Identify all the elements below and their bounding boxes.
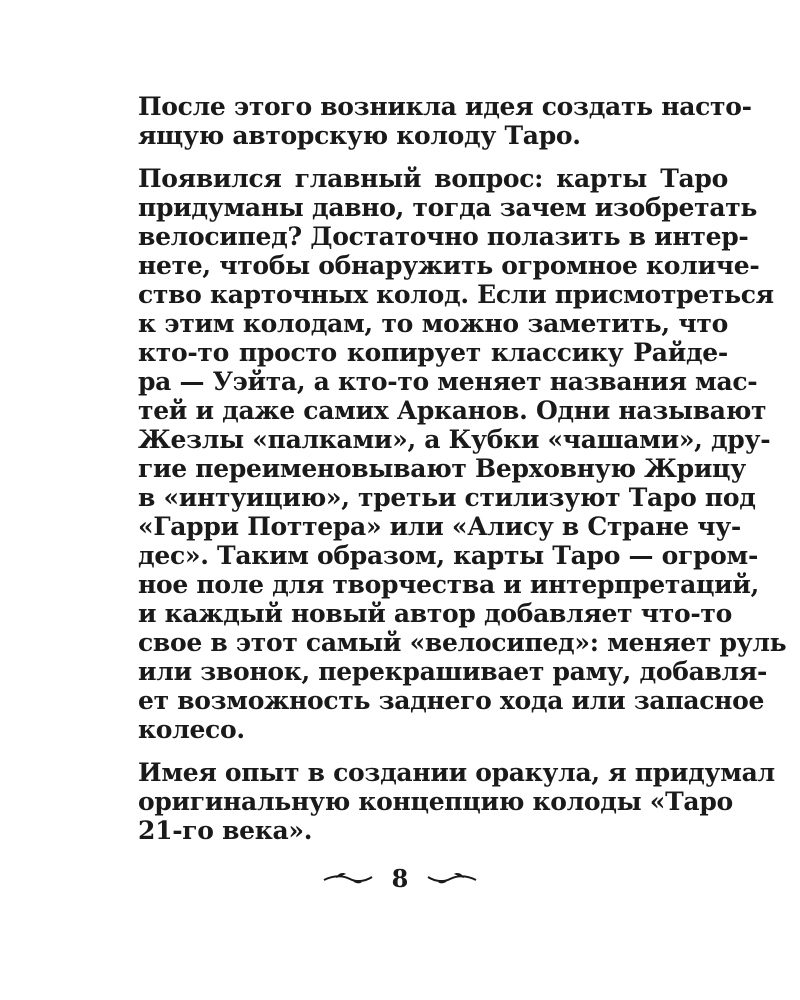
text-line: велосипед? Достаточно полазить в интер- — [138, 222, 749, 251]
text-line: к этим колодам, то можно заметить, что — [138, 309, 728, 338]
text-line: ство карточных колод. Если присмотреться — [138, 280, 774, 309]
text-line: «Гарри Поттера» или «Алису в Стране чу- — [138, 512, 741, 541]
text-line: оригинальную концепцию колоды «Таро — [138, 787, 733, 816]
page-footer — [0, 860, 800, 896]
leaf-ornament-icon — [426, 871, 478, 885]
text-line: колесо. — [138, 715, 245, 744]
text-line: и каждый новый автор добавляет что-то — [138, 599, 732, 628]
text-line: 21-го века». — [138, 816, 313, 845]
text-line: ное поле для творчества и интерпретаций, — [138, 570, 760, 599]
leaf-ornament-icon — [322, 871, 374, 885]
text-line: ящую авторскую колоду Таро. — [138, 121, 581, 150]
text-line: Появился главный вопрос: карты Таро — [138, 164, 728, 193]
paragraph-1 — [138, 92, 752, 150]
text-line: дес». Таким образом, карты Таро — огром- — [138, 541, 759, 570]
paragraph-2 — [138, 164, 787, 744]
text-line: придуманы давно, тогда зачем изобретать — [138, 193, 758, 222]
page-body-text — [138, 92, 787, 859]
text-line: или звонок, перекрашивает раму, добавля- — [138, 657, 768, 686]
text-line: Имея опыт в создании оракула, я придумал — [138, 758, 775, 787]
text-line: свое в этот самый «велосипед»: меняет руль — [138, 628, 787, 657]
text-line: ет возможность заднего хода или запасное — [138, 686, 765, 715]
text-line: нете, чтобы обнаружить огромное количе- — [138, 251, 760, 280]
text-line: кто-то просто копирует классику Райде- — [138, 338, 728, 367]
text-line: После этого возникла идея создать насто- — [138, 92, 752, 121]
text-line: тей и даже самих Арканов. Одни называют — [138, 396, 767, 425]
text-line: Жезлы «палками», а Кубки «чашами», дру- — [138, 425, 771, 454]
text-line: ра — Уэйта, а кто-то меняет названия мас- — [138, 367, 758, 396]
page-number: 8 — [391, 863, 409, 893]
paragraph-3 — [138, 758, 775, 845]
text-line: в «интуицию», третьи стилизуют Таро под — [138, 483, 756, 512]
text-line: гие переименовывают Верховную Жрицу — [138, 454, 746, 483]
